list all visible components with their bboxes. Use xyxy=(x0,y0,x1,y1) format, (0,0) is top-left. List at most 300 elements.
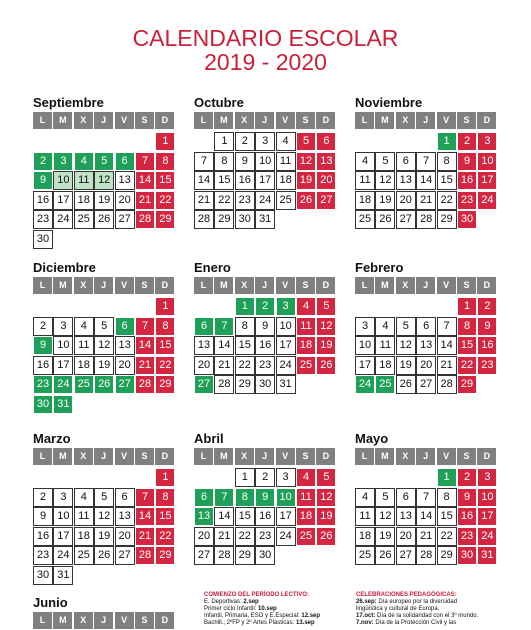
day-cell-school-day: 17 xyxy=(53,191,73,210)
weekday-header: X xyxy=(396,277,415,294)
day-cell-highlighted-day: 2 xyxy=(255,297,275,316)
month-name: Octubre xyxy=(194,95,244,110)
day-cell-highlighted-day: 23 xyxy=(33,375,53,394)
day-cell-highlighted-day: 7 xyxy=(214,488,234,507)
weekday-header: D xyxy=(316,112,335,129)
weekday-header: M xyxy=(214,277,233,294)
day-cell-school-day: 4 xyxy=(355,152,375,171)
day-cell-highlighted-day: 31 xyxy=(53,395,73,414)
day-cell-highlighted-day: 9 xyxy=(33,171,53,190)
day-cell-school-day: 29 xyxy=(437,210,457,229)
day-cell-holiday: 10 xyxy=(477,488,497,507)
day-cell-highlighted-day: 24 xyxy=(355,375,375,394)
day-cell-holiday: 8 xyxy=(155,317,175,336)
day-cell-school-day: 11 xyxy=(74,336,94,355)
day-cell-holiday: 6 xyxy=(316,132,336,151)
day-cell-school-day: 5 xyxy=(396,317,416,336)
month-name: Enero xyxy=(194,260,231,275)
day-cell-school-day: 27 xyxy=(396,546,416,565)
day-cell-holiday: 12 xyxy=(296,152,316,171)
weekday-header: D xyxy=(155,448,174,465)
day-cell-school-day: 30 xyxy=(255,375,275,394)
day-cell-holiday: 26 xyxy=(296,191,316,210)
day-cell-school-day: 28 xyxy=(194,210,214,229)
weekday-header: M xyxy=(53,112,72,129)
day-cell-highlighted-day: 25 xyxy=(74,375,94,394)
weekday-header: X xyxy=(235,448,254,465)
day-cell-holiday: 15 xyxy=(457,336,477,355)
day-cell-school-day: 17 xyxy=(53,356,73,375)
day-cell-school-day: 18 xyxy=(276,171,296,190)
day-cell-highlighted-day: 4 xyxy=(74,152,94,171)
weekday-header: D xyxy=(155,612,174,629)
day-cell-holiday: 2 xyxy=(457,468,477,487)
weekday-header: V xyxy=(115,277,134,294)
day-cell-school-day: 13 xyxy=(416,336,436,355)
weekday-header: X xyxy=(235,112,254,129)
day-cell-holiday: 9 xyxy=(457,488,477,507)
day-cell-school-day: 18 xyxy=(74,356,94,375)
weekday-header: S xyxy=(135,277,154,294)
day-cell-school-day: 14 xyxy=(437,336,457,355)
day-cell-holiday: 25 xyxy=(296,356,316,375)
weekday-header: M xyxy=(214,448,233,465)
day-cell-holiday: 28 xyxy=(135,546,155,565)
day-cell-school-day: 23 xyxy=(235,191,255,210)
notes-start-title: COMIENZO DEL PERÍODO LECTIVO: xyxy=(204,592,309,598)
day-cell-school-day: 24 xyxy=(276,527,296,546)
day-cell-school-day: 24 xyxy=(53,210,73,229)
weekday-header: D xyxy=(477,112,496,129)
day-cell-holiday: 9 xyxy=(457,152,477,171)
day-cell-school-day: 23 xyxy=(255,527,275,546)
day-cell-school-day: 10 xyxy=(53,336,73,355)
day-cell-school-day: 25 xyxy=(355,210,375,229)
day-cell-school-day: 31 xyxy=(255,210,275,229)
day-cell-school-day: 12 xyxy=(94,507,114,526)
day-cell-school-day: 21 xyxy=(194,191,214,210)
day-cell-highlighted-day: 7 xyxy=(214,317,234,336)
weekday-header: S xyxy=(296,448,315,465)
weekday-header: L xyxy=(33,277,52,294)
day-cell-school-day: 4 xyxy=(375,317,395,336)
day-cell-holiday: 25 xyxy=(296,527,316,546)
day-cell-school-day: 18 xyxy=(355,527,375,546)
day-cell-holiday: 15 xyxy=(155,171,175,190)
day-cell-highlighted-day: 6 xyxy=(194,488,214,507)
weekday-header: D xyxy=(155,277,174,294)
notes-start-line: Primer ciclo Infantil: 10.sep xyxy=(204,606,277,612)
day-cell-holiday: 29 xyxy=(155,375,175,394)
day-cell-holiday: 18 xyxy=(296,507,316,526)
day-cell-holiday: 11 xyxy=(296,488,316,507)
day-cell-school-day: 18 xyxy=(74,527,94,546)
day-cell-holiday: 17 xyxy=(477,171,497,190)
day-cell-holiday: 31 xyxy=(477,546,497,565)
day-cell-school-day: 2 xyxy=(235,132,255,151)
day-cell-highlighted-day: 30 xyxy=(33,395,53,414)
day-cell-school-day: 20 xyxy=(115,356,135,375)
day-cell-school-day: 22 xyxy=(235,356,255,375)
day-cell-school-day: 4 xyxy=(74,488,94,507)
day-cell-school-day: 12 xyxy=(375,507,395,526)
calendar-title: CALENDARIO ESCOLAR xyxy=(132,25,399,51)
weekday-header: M xyxy=(375,448,394,465)
day-cell-school-day: 2 xyxy=(255,468,275,487)
day-cell-holiday: 12 xyxy=(316,488,336,507)
day-cell-school-day: 16 xyxy=(33,527,53,546)
weekday-header: V xyxy=(437,277,456,294)
weekday-header: V xyxy=(276,448,295,465)
weekday-header: L xyxy=(355,112,374,129)
day-cell-holiday: 21 xyxy=(135,527,155,546)
day-cell-holiday: 16 xyxy=(477,336,497,355)
day-cell-school-day: 13 xyxy=(115,171,135,190)
day-cell-holiday: 7 xyxy=(135,317,155,336)
weekday-header: S xyxy=(457,112,476,129)
day-cell-school-day: 29 xyxy=(235,546,255,565)
day-cell-school-day: 1 xyxy=(235,468,255,487)
weekday-header: M xyxy=(375,112,394,129)
weekday-header: X xyxy=(396,112,415,129)
day-cell-school-day: 19 xyxy=(94,527,114,546)
day-cell-highlighted-day: 12 xyxy=(94,171,114,190)
day-cell-school-day: 11 xyxy=(276,152,296,171)
notes-celebrations-line: 7.nov: Día de la Protección Civil y las xyxy=(356,620,457,626)
day-cell-holiday: 10 xyxy=(477,152,497,171)
day-cell-school-day: 7 xyxy=(416,488,436,507)
weekday-header: L xyxy=(33,112,52,129)
day-cell-school-day: 29 xyxy=(235,375,255,394)
day-cell-school-day: 27 xyxy=(416,375,436,394)
day-cell-school-day: 7 xyxy=(437,317,457,336)
day-cell-highlighted-day: 27 xyxy=(115,375,135,394)
notes-celebrations-line: 26.sep: Día europeo por la diversidad xyxy=(356,599,458,605)
weekday-header: V xyxy=(115,112,134,129)
day-cell-holiday: 5 xyxy=(296,132,316,151)
day-cell-school-day: 29 xyxy=(214,210,234,229)
day-cell-school-day: 15 xyxy=(235,507,255,526)
weekday-header: L xyxy=(33,612,52,629)
day-cell-highlighted-day: 6 xyxy=(115,152,135,171)
day-cell-school-day: 15 xyxy=(437,171,457,190)
day-cell-holiday: 16 xyxy=(457,171,477,190)
weekday-header: M xyxy=(214,112,233,129)
day-cell-highlighted-day: 1 xyxy=(437,132,457,151)
day-cell-school-day: 5 xyxy=(94,488,114,507)
day-cell-highlighted-day: 3 xyxy=(276,297,296,316)
day-cell-school-day: 19 xyxy=(94,191,114,210)
day-cell-holiday: 16 xyxy=(457,507,477,526)
day-cell-highlighted-day: 1 xyxy=(235,297,255,316)
day-cell-school-day: 25 xyxy=(74,546,94,565)
day-cell-school-day: 5 xyxy=(94,317,114,336)
day-cell-school-day: 30 xyxy=(235,210,255,229)
day-cell-school-day: 8 xyxy=(437,152,457,171)
day-cell-school-day: 21 xyxy=(416,191,436,210)
weekday-header: J xyxy=(94,612,113,629)
day-cell-school-day: 20 xyxy=(115,191,135,210)
day-cell-school-day: 20 xyxy=(194,527,214,546)
weekday-header: X xyxy=(235,277,254,294)
day-cell-holiday: 22 xyxy=(155,527,175,546)
day-cell-school-day: 18 xyxy=(375,356,395,375)
day-cell-school-day: 6 xyxy=(416,317,436,336)
day-cell-school-day: 25 xyxy=(355,546,375,565)
day-cell-school-day: 4 xyxy=(355,488,375,507)
day-cell-school-day: 10 xyxy=(53,507,73,526)
weekday-header: M xyxy=(53,448,72,465)
day-cell-school-day: 3 xyxy=(355,317,375,336)
day-cell-school-day: 27 xyxy=(115,546,135,565)
day-cell-school-day: 30 xyxy=(255,546,275,565)
day-cell-school-day: 18 xyxy=(74,191,94,210)
weekday-header: V xyxy=(437,448,456,465)
weekday-header: M xyxy=(53,277,72,294)
weekday-header: J xyxy=(416,277,435,294)
day-cell-school-day: 20 xyxy=(194,356,214,375)
day-cell-school-day: 21 xyxy=(416,527,436,546)
day-cell-holiday: 2 xyxy=(457,132,477,151)
day-cell-holiday: 29 xyxy=(457,375,477,394)
day-cell-highlighted-day: 9 xyxy=(255,488,275,507)
day-cell-highlighted-day: 6 xyxy=(194,317,214,336)
day-cell-holiday: 26 xyxy=(316,527,336,546)
weekday-header: V xyxy=(115,448,134,465)
day-cell-holiday: 23 xyxy=(457,191,477,210)
day-cell-holiday: 21 xyxy=(135,191,155,210)
weekday-header: S xyxy=(135,612,154,629)
weekday-header: L xyxy=(355,277,374,294)
day-cell-school-day: 5 xyxy=(375,488,395,507)
weekday-header: S xyxy=(296,112,315,129)
day-cell-holiday: 3 xyxy=(477,468,497,487)
weekday-header: V xyxy=(276,277,295,294)
day-cell-school-day: 22 xyxy=(214,191,234,210)
day-cell-school-day: 29 xyxy=(437,546,457,565)
day-cell-highlighted-day: 26 xyxy=(94,375,114,394)
day-cell-highlighted-day: 9 xyxy=(33,336,53,355)
weekday-header: J xyxy=(255,448,274,465)
day-cell-holiday: 22 xyxy=(155,356,175,375)
weekday-header: L xyxy=(194,277,213,294)
day-cell-school-day: 4 xyxy=(74,317,94,336)
day-cell-school-day: 17 xyxy=(53,527,73,546)
day-cell-holiday: 26 xyxy=(316,356,336,375)
notes-start-period xyxy=(204,592,364,627)
day-cell-school-day: 10 xyxy=(355,336,375,355)
day-cell-school-day: 26 xyxy=(375,210,395,229)
weekday-header: M xyxy=(375,277,394,294)
day-cell-holiday: 23 xyxy=(457,527,477,546)
day-cell-holiday: 13 xyxy=(316,152,336,171)
day-cell-holiday: 17 xyxy=(477,507,497,526)
day-cell-school-day: 1 xyxy=(214,132,234,151)
weekday-header: S xyxy=(135,112,154,129)
weekday-header: L xyxy=(33,448,52,465)
day-cell-holiday: 8 xyxy=(155,488,175,507)
day-cell-school-day: 2 xyxy=(33,488,53,507)
day-cell-school-day: 9 xyxy=(33,507,53,526)
day-cell-school-day: 3 xyxy=(53,488,73,507)
weekday-header: L xyxy=(194,448,213,465)
day-cell-holiday: 19 xyxy=(316,336,336,355)
day-cell-holiday: 20 xyxy=(316,171,336,190)
day-cell-school-day: 19 xyxy=(94,356,114,375)
day-cell-school-day: 12 xyxy=(375,171,395,190)
day-cell-school-day: 22 xyxy=(235,527,255,546)
day-cell-school-day: 12 xyxy=(94,336,114,355)
day-cell-highlighted-day: 13 xyxy=(194,507,214,526)
day-cell-holiday: 15 xyxy=(155,507,175,526)
day-cell-highlighted-day: 8 xyxy=(235,488,255,507)
day-cell-school-day: 14 xyxy=(194,171,214,190)
day-cell-highlighted-day: 24 xyxy=(53,375,73,394)
day-cell-school-day: 19 xyxy=(396,356,416,375)
day-cell-school-day: 27 xyxy=(115,210,135,229)
weekday-header: X xyxy=(396,448,415,465)
day-cell-holiday: 19 xyxy=(296,171,316,190)
month-name: Noviembre xyxy=(355,95,423,110)
weekday-header: V xyxy=(437,112,456,129)
notes-start-line: Bachill., 2ºFP y 2º Artes Plásticas: 13.sep xyxy=(204,620,315,626)
day-cell-holiday: 1 xyxy=(155,132,175,151)
day-cell-holiday: 4 xyxy=(296,468,316,487)
day-cell-holiday: 28 xyxy=(135,210,155,229)
weekday-header: S xyxy=(135,448,154,465)
weekday-header: S xyxy=(296,277,315,294)
day-cell-school-day: 13 xyxy=(194,336,214,355)
day-cell-school-day: 28 xyxy=(437,375,457,394)
day-cell-holiday: 7 xyxy=(135,488,155,507)
day-cell-holiday: 2 xyxy=(477,297,497,316)
day-cell-holiday: 5 xyxy=(316,297,336,316)
day-cell-highlighted-day: 10 xyxy=(53,171,73,190)
day-cell-school-day: 21 xyxy=(214,356,234,375)
notes-start-line: Infantil, Primaria, ESO y E.Especial: 12.sep xyxy=(204,613,321,619)
day-cell-school-day: 15 xyxy=(235,336,255,355)
day-cell-school-day: 10 xyxy=(276,317,296,336)
day-cell-school-day: 30 xyxy=(33,566,53,585)
day-cell-school-day: 28 xyxy=(214,546,234,565)
day-cell-holiday: 14 xyxy=(135,336,155,355)
day-cell-school-day: 11 xyxy=(355,507,375,526)
day-cell-school-day: 6 xyxy=(396,488,416,507)
day-cell-school-day: 19 xyxy=(375,527,395,546)
weekday-header: J xyxy=(94,112,113,129)
day-cell-school-day: 22 xyxy=(437,527,457,546)
day-cell-school-day: 23 xyxy=(33,546,53,565)
day-cell-school-day: 14 xyxy=(416,171,436,190)
day-cell-holiday: 9 xyxy=(477,317,497,336)
day-cell-holiday: 23 xyxy=(477,356,497,375)
day-cell-holiday: 22 xyxy=(155,191,175,210)
day-cell-holiday: 21 xyxy=(135,356,155,375)
day-cell-holiday: 12 xyxy=(316,317,336,336)
day-cell-school-day: 16 xyxy=(33,356,53,375)
day-cell-holiday: 8 xyxy=(155,152,175,171)
day-cell-holiday: 29 xyxy=(155,546,175,565)
day-cell-school-day: 13 xyxy=(396,171,416,190)
day-cell-school-day: 27 xyxy=(396,210,416,229)
day-cell-holiday: 27 xyxy=(316,191,336,210)
day-cell-school-day: 26 xyxy=(396,375,416,394)
day-cell-school-day: 18 xyxy=(355,191,375,210)
day-cell-holiday: 1 xyxy=(457,297,477,316)
day-cell-school-day: 15 xyxy=(214,171,234,190)
day-cell-school-day: 24 xyxy=(53,546,73,565)
day-cell-school-day: 27 xyxy=(194,546,214,565)
weekday-header: V xyxy=(276,112,295,129)
day-cell-school-day: 9 xyxy=(235,152,255,171)
day-cell-school-day: 23 xyxy=(33,210,53,229)
day-cell-school-day: 14 xyxy=(214,507,234,526)
day-cell-school-day: 14 xyxy=(416,507,436,526)
day-cell-holiday: 28 xyxy=(135,375,155,394)
weekday-header: X xyxy=(74,448,93,465)
notes-start-line: E. Deportivas: 2.sep xyxy=(204,599,259,605)
day-cell-holiday: 3 xyxy=(477,132,497,151)
day-cell-school-day: 20 xyxy=(396,191,416,210)
day-cell-holiday: 30 xyxy=(457,546,477,565)
day-cell-school-day: 25 xyxy=(74,210,94,229)
day-cell-school-day: 11 xyxy=(375,336,395,355)
weekday-header: D xyxy=(155,112,174,129)
day-cell-school-day: 3 xyxy=(53,317,73,336)
weekday-header: J xyxy=(255,277,274,294)
day-cell-school-day: 3 xyxy=(276,468,296,487)
day-cell-school-day: 7 xyxy=(194,152,214,171)
weekday-header: S xyxy=(457,277,476,294)
day-cell-school-day: 14 xyxy=(214,336,234,355)
day-cell-school-day: 6 xyxy=(396,152,416,171)
weekday-header: D xyxy=(316,277,335,294)
day-cell-school-day: 12 xyxy=(396,336,416,355)
weekday-header: D xyxy=(477,448,496,465)
day-cell-school-day: 17 xyxy=(255,171,275,190)
day-cell-school-day: 23 xyxy=(255,356,275,375)
day-cell-school-day: 15 xyxy=(437,507,457,526)
month-name: Junio xyxy=(33,595,68,610)
calendar-year: 2019 - 2020 xyxy=(204,49,327,75)
day-cell-school-day: 8 xyxy=(235,317,255,336)
day-cell-school-day: 8 xyxy=(214,152,234,171)
day-cell-holiday: 24 xyxy=(477,527,497,546)
day-cell-school-day: 28 xyxy=(214,375,234,394)
day-cell-school-day: 20 xyxy=(396,527,416,546)
weekday-header: X xyxy=(74,277,93,294)
day-cell-school-day: 31 xyxy=(276,375,296,394)
weekday-header: X xyxy=(74,612,93,629)
day-cell-holiday: 1 xyxy=(155,468,175,487)
day-cell-school-day: 7 xyxy=(416,152,436,171)
notes-celebrations-title: CELEBRACIONES PEDAGÓGICAS: xyxy=(356,592,457,598)
day-cell-school-day: 2 xyxy=(33,317,53,336)
weekday-header: J xyxy=(94,277,113,294)
day-cell-holiday: 30 xyxy=(457,210,477,229)
weekday-header: X xyxy=(74,112,93,129)
day-cell-school-day: 28 xyxy=(416,210,436,229)
month-name: Septiembre xyxy=(33,95,104,110)
day-cell-highlighted-day: 27 xyxy=(194,375,214,394)
day-cell-school-day: 8 xyxy=(437,488,457,507)
day-cell-school-day: 22 xyxy=(437,191,457,210)
weekday-header: J xyxy=(94,448,113,465)
day-cell-highlighted-day: 25 xyxy=(375,375,395,394)
weekday-header: D xyxy=(316,448,335,465)
day-cell-holiday: 4 xyxy=(296,297,316,316)
notes-celebrations xyxy=(356,592,531,627)
